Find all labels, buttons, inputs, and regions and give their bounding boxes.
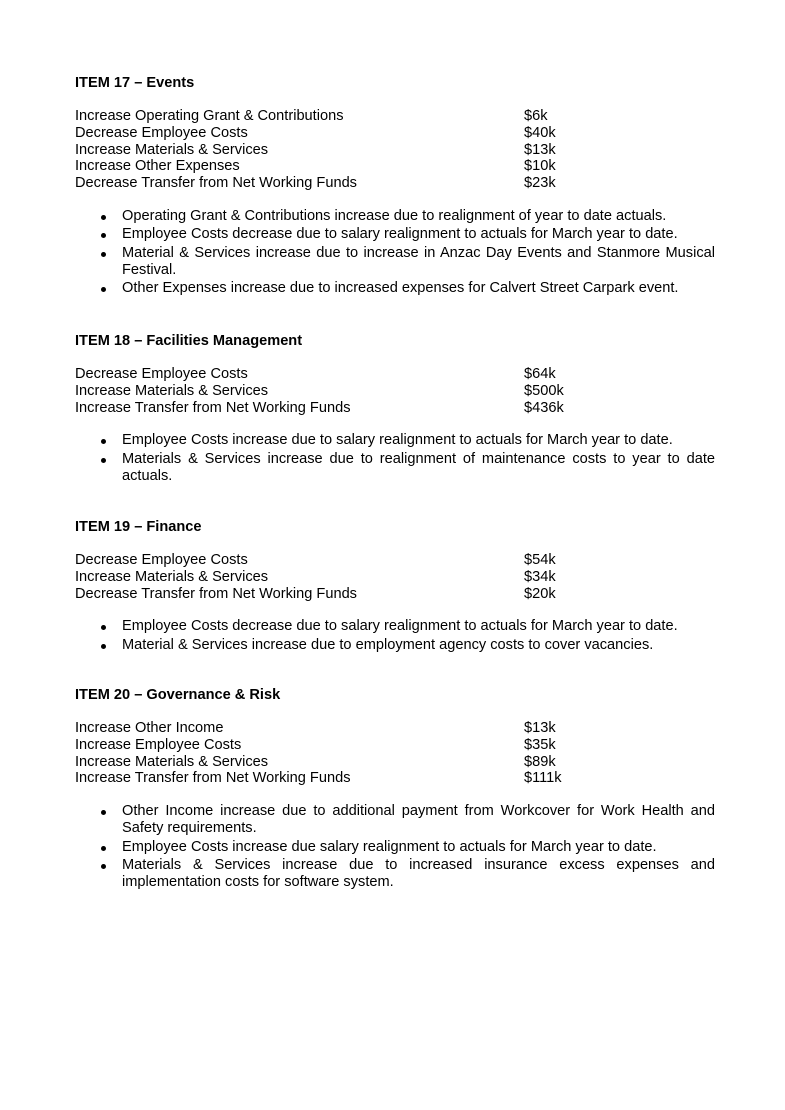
bullet-item (75, 618, 715, 635)
bullet-text: Other Expenses increase due to increased expenses for Calvert Street Carpark event. (122, 280, 679, 297)
line-item-amount: $35k (524, 736, 556, 753)
line-item-amount: $34k (524, 568, 556, 585)
line-item-label: Increase Transfer from Net Working Funds (75, 770, 351, 787)
bullet-item (75, 637, 715, 654)
bullet-text: Materials & Services increase due to increased insurance excess expenses and implementation costs for software system. (122, 857, 715, 891)
bullet-icon (101, 287, 106, 292)
line-item-amount: $111k (524, 770, 562, 787)
section-heading: ITEM 19 – Finance (75, 519, 202, 535)
line-items (75, 366, 715, 416)
bullet-text: Employee Costs increase due to salary realignment to actuals for March year to date. (122, 432, 673, 449)
line-item-amount: $20k (524, 585, 556, 602)
line-item-amount: $500k (524, 382, 564, 399)
line-item (75, 400, 715, 417)
bullet-icon (101, 625, 106, 630)
bullet-icon (101, 215, 106, 220)
section-item-19 (75, 519, 715, 655)
bullet-text: Other Income increase due to additional payment from Workcover for Work Health and Safety requirements. (122, 803, 715, 837)
line-item-label: Increase Other Expenses (75, 158, 240, 175)
line-item-amount: $13k (524, 720, 556, 736)
line-item-amount: $13k (524, 141, 556, 158)
bullet-item (75, 451, 715, 485)
line-items (75, 552, 715, 602)
line-item (75, 125, 715, 142)
line-item (75, 770, 715, 787)
line-item (75, 142, 715, 159)
bullet-icon (101, 864, 106, 869)
section-item-17 (75, 75, 715, 299)
line-item (75, 552, 715, 569)
line-item (75, 383, 715, 400)
bullet-text: Employee Costs increase due salary realignment to actuals for March year to date. (122, 838, 657, 855)
line-item-amount: $89k (524, 753, 556, 770)
line-item (75, 720, 715, 737)
bullet-item (75, 803, 715, 837)
line-item-label: Increase Operating Grant & Contributions (75, 108, 344, 124)
bullet-icon (101, 458, 106, 463)
line-item (75, 754, 715, 771)
bullet-text: Employee Costs decrease due to salary realignment to actuals for March year to date. (122, 226, 678, 243)
bullet-icon (101, 644, 106, 649)
line-item-amount: $6k (524, 108, 548, 124)
bullet-item (75, 208, 715, 225)
line-item-label: Decrease Employee Costs (75, 366, 248, 382)
line-item (75, 737, 715, 754)
line-item-label: Decrease Transfer from Net Working Funds (75, 175, 357, 192)
line-item-label: Decrease Transfer from Net Working Funds (75, 585, 357, 602)
line-item (75, 175, 715, 192)
line-item-label: Increase Transfer from Net Working Funds (75, 399, 351, 416)
line-item-label: Increase Employee Costs (75, 736, 242, 753)
bullet-icon (101, 846, 106, 851)
section-heading: ITEM 20 – Governance & Risk (75, 687, 281, 703)
line-item-amount: $40k (524, 124, 556, 141)
bullet-text: Materials & Services increase due to realignment of maintenance costs to year to date actuals. (122, 450, 715, 484)
line-item-label: Increase Materials & Services (75, 568, 269, 585)
line-item-label: Increase Materials & Services (75, 753, 269, 770)
line-item (75, 586, 715, 603)
line-item-label: Increase Materials & Services (75, 382, 269, 399)
bullet-text: Material & Services increase due to employment agency costs to cover vacancies. (122, 636, 654, 653)
bullet-item (75, 226, 715, 243)
line-item-amount: $64k (524, 366, 556, 382)
line-item-amount: $10k (524, 158, 556, 175)
bullet-item (75, 432, 715, 449)
line-item-label: Decrease Employee Costs (75, 552, 248, 568)
section-item-20 (75, 687, 715, 893)
bullet-icon (101, 233, 106, 238)
bullet-list (75, 208, 715, 298)
line-item (75, 158, 715, 175)
bullet-text: Employee Costs decrease due to salary realignment to actuals for March year to date. (122, 618, 678, 635)
line-item-label: Decrease Employee Costs (75, 124, 248, 141)
section-item-18 (75, 333, 715, 486)
bullet-text: Operating Grant & Contributions increase due to realignment of year to date actuals. (122, 207, 667, 224)
bullet-item (75, 839, 715, 856)
bullet-icon (101, 439, 106, 444)
line-item-amount: $23k (524, 175, 556, 192)
section-heading: ITEM 18 – Facilities Management (75, 333, 303, 349)
section-heading: ITEM 17 – Events (75, 75, 195, 91)
line-item (75, 569, 715, 586)
bullet-text: Material & Services increase due to increase in Anzac Day Events and Stanmore Musical Festival. (122, 244, 715, 278)
bullet-item (75, 857, 715, 891)
line-item-amount: $436k (524, 399, 564, 416)
line-item-label: Increase Other Income (75, 720, 224, 736)
line-items (75, 720, 715, 787)
bullet-list (75, 432, 715, 485)
bullet-list (75, 618, 715, 654)
line-item (75, 108, 715, 125)
line-items (75, 108, 715, 192)
bullet-list (75, 803, 715, 891)
bullet-icon (101, 810, 106, 815)
bullet-icon (101, 252, 106, 257)
line-item (75, 366, 715, 383)
bullet-item (75, 280, 715, 297)
bullet-item (75, 245, 715, 279)
line-item-label: Increase Materials & Services (75, 141, 269, 158)
line-item-amount: $54k (524, 552, 556, 568)
